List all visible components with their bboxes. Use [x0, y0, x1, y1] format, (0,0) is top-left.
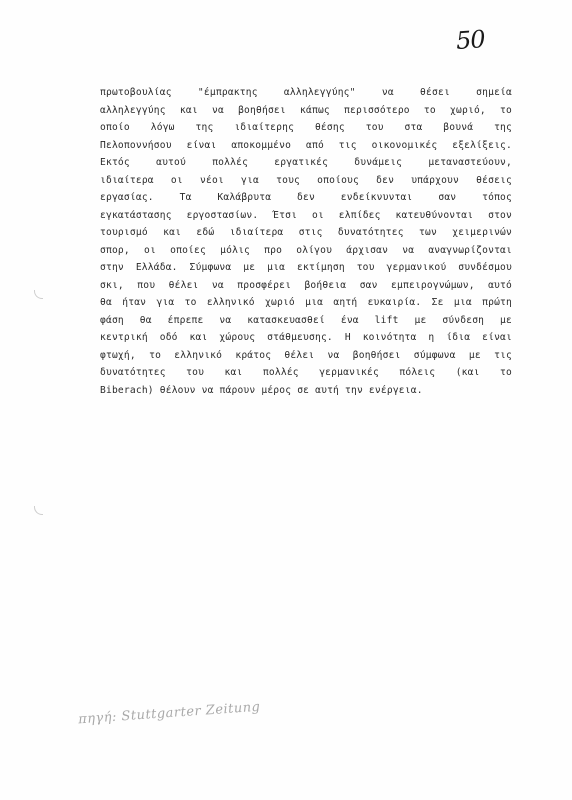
- handwritten-source-note: πηγή: Stuttgarter Zeitung: [77, 699, 261, 728]
- punch-hole-mark: [34, 506, 43, 515]
- text-line: Πελοποννήσου είναι αποκομμένο από τις οικονομικές εξελίξεις.: [100, 139, 512, 151]
- text-line: φτωχή, το ελληνικό κράτος θέλει να βοηθήσει σύμφωνα με τις: [100, 349, 512, 361]
- text-line: κεντρική οδό και χώρους στάθμευσης. Η κοινότητα η ίδια είναι: [100, 332, 512, 343]
- body-text: [100, 84, 512, 399]
- text-line: Biberach) θέλουν να πάρουν μέρος σε αυτή την ενέργεια.: [100, 384, 423, 396]
- text-line: οποίο λόγω της ιδιαίτερης θέσης του στα βουνά της: [100, 122, 512, 133]
- text-line: σκι, που θέλει να προσφέρει βοήθεια σαν εμπειρογνώμων, αυτό: [100, 279, 512, 291]
- text-line: εργασίας. Τα Καλάβρυτα δεν ενδείκνυνται σαν τόπος: [100, 192, 512, 203]
- text-line: πρωτοβουλίας "έμπρακτης αλληλεγγύης" να θέσει σημεία: [100, 87, 512, 98]
- text-line: σπορ, οι οποίες μόλις προ ολίγου άρχισαν να αναγνωρίζονται: [100, 244, 512, 256]
- text-line: φάση θα έπρεπε να κατασκευασθεί ένα lift με σύνδεση με: [100, 314, 512, 326]
- text-line: Εκτός αυτού πολλές εργατικές δυνάμεις μεταναστεύουν,: [100, 157, 512, 168]
- text-line: εγκατάστασης εργοστασίων. Έτσι οι ελπίδες κατευθύνονται στον: [100, 209, 512, 221]
- text-line: δυνατότητες του και πολλές γερμανικές πόλεις (και το: [100, 367, 512, 378]
- handwritten-page-number: 50: [455, 25, 486, 55]
- text-line: ιδιαίτερα οι νέοι για τους οποίους δεν υπάρχουν θέσεις: [100, 174, 512, 186]
- punch-hole-mark: [34, 290, 43, 299]
- text-line: θα ήταν για το ελληνικό χωριό μια αητή ευκαιρία. Σε μια πρώτη: [100, 297, 512, 308]
- text-line: τουρισμό και εδώ ιδιαίτερα στις δυνατότητες των χειμερινών: [100, 227, 512, 238]
- text-line: στην Ελλάδα. Σύμφωνα με μια εκτίμηση του γερμανικού συνδέσμου: [100, 262, 512, 273]
- text-line: αλληλεγγύης και να βοηθήσει κάπως περισσότερο το χωριό, το: [100, 104, 512, 116]
